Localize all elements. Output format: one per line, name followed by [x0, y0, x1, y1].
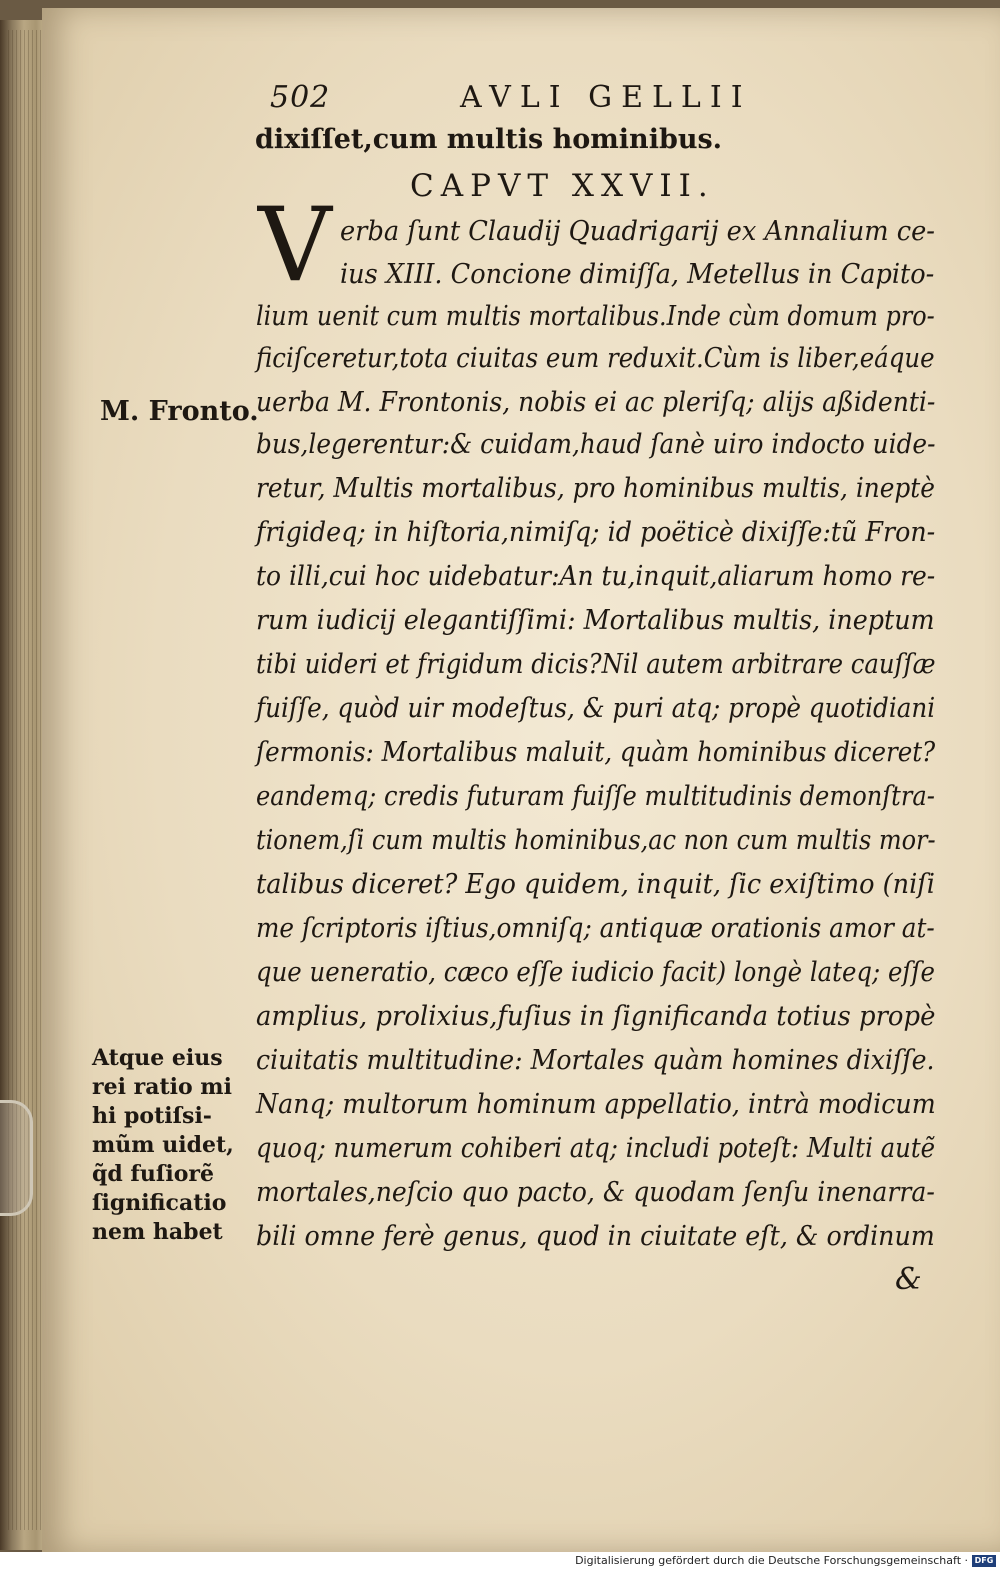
carry-over-line: dixiſſet,cum multis hominibus.: [255, 124, 723, 155]
side-note-line: mũm uidet,: [92, 1132, 234, 1158]
footer-credit: Digitalisierung gefördert durch die Deutsche Forschungsgemeinschaft ·: [575, 1554, 968, 1567]
body-line: amplius, prolixius,fuſius in ſignificanda totius propè: [256, 1001, 936, 1032]
page-header: [270, 80, 790, 120]
margin-note-fronto: M. Fronto.: [100, 396, 259, 427]
catchword: &: [895, 1262, 922, 1297]
body-line: retur, Multis mortalibus, pro hominibus multis, ineptè: [256, 473, 935, 504]
body-line: bili omne ferè genus, quod in ciuitate eſt, & ordinum: [256, 1221, 935, 1252]
dfg-logo: DFG: [972, 1555, 996, 1567]
body-line: me ſcriptoris iſtius,omniſq; antiquæ orationis amor at-: [256, 913, 935, 944]
side-note-line: ſignificatio: [92, 1190, 227, 1216]
body-line: uerba M. Frontonis, nobis ei ac pleriſq; alijs aßidenti-: [256, 387, 936, 418]
body-line: erba ſunt Claudij Quadrigarij ex Annalium ce-: [340, 216, 935, 247]
side-note: [92, 1044, 244, 1247]
drop-cap: V: [258, 186, 332, 305]
side-note-line: rei ratio mi: [92, 1074, 232, 1100]
body-line: fuiſſe, quòd uir modeſtus, & puri atq; propè quotidiani: [256, 693, 936, 724]
body-line: frigideq; in hiſtoria,nimiſq; id poëticè dixiſſe:tũ Fron-: [256, 517, 936, 548]
side-note-line: nem habet: [92, 1219, 223, 1245]
body-line: to illi,cui hoc uidebatur:An tu,inquit,aliarum homo re-: [256, 561, 936, 592]
body-line: tionem,ſi cum multis hominibus,ac non cum multis mor-: [256, 825, 936, 856]
digitization-footer: [0, 1552, 1000, 1570]
body-line: Nanq; multorum hominum appellatio, intrà modicum: [256, 1089, 936, 1120]
body-line: eandemq; credis futuram fuiſſe multitudinis demonſtra-: [256, 781, 935, 812]
page-clip: [0, 1100, 33, 1216]
body-line: quoq; numerum cohiberi atq; includi poteſt: Multi autẽ: [256, 1133, 936, 1164]
side-note-line: Atque eius: [92, 1045, 223, 1071]
body-line: ciuitatis multitudine: Mortales quàm homines dixiſſe.: [256, 1045, 935, 1076]
body-line: mortales,neſcio quo pacto, & quodam ſenſu inenarra-: [256, 1177, 935, 1208]
body-line: lium uenit cum multis mortalibus.Inde cùm domum pro-: [256, 301, 935, 332]
body-line: bus,legerentur:& cuidam,haud ſanè uiro indocto uide-: [256, 429, 936, 460]
running-title: AVLI GELLII: [460, 80, 752, 115]
side-note-line: q̃d fuſiorẽ: [92, 1161, 214, 1187]
body-line: talibus diceret? Ego quidem, inquit, ſic exiſtimo (niſi: [256, 869, 935, 900]
body-line: ius XIII. Concione dimiſſa, Metellus in Capito-: [340, 259, 935, 290]
page-number: 502: [270, 80, 331, 115]
side-note-line: hi potiſsi-: [92, 1103, 212, 1129]
chapter-heading: CAPVT XXVII.: [410, 168, 715, 204]
body-line: rum iudicij elegantiſſimi: Mortalibus multis, ineptum: [256, 605, 935, 636]
body-line: ficiſceretur,tota ciuitas eum reduxit.Cùm is liber,eáque: [256, 343, 935, 374]
body-line: que ueneratio, cæco eſſe iudicio facit) longè lateq; eſſe: [256, 957, 935, 988]
body-line: ſermonis: Mortalibus maluit, quàm hominibus diceret?: [256, 737, 936, 768]
body-line: tibi uideri et frigidum dicis?Nil autem arbitrare cauſſæ: [256, 649, 936, 680]
